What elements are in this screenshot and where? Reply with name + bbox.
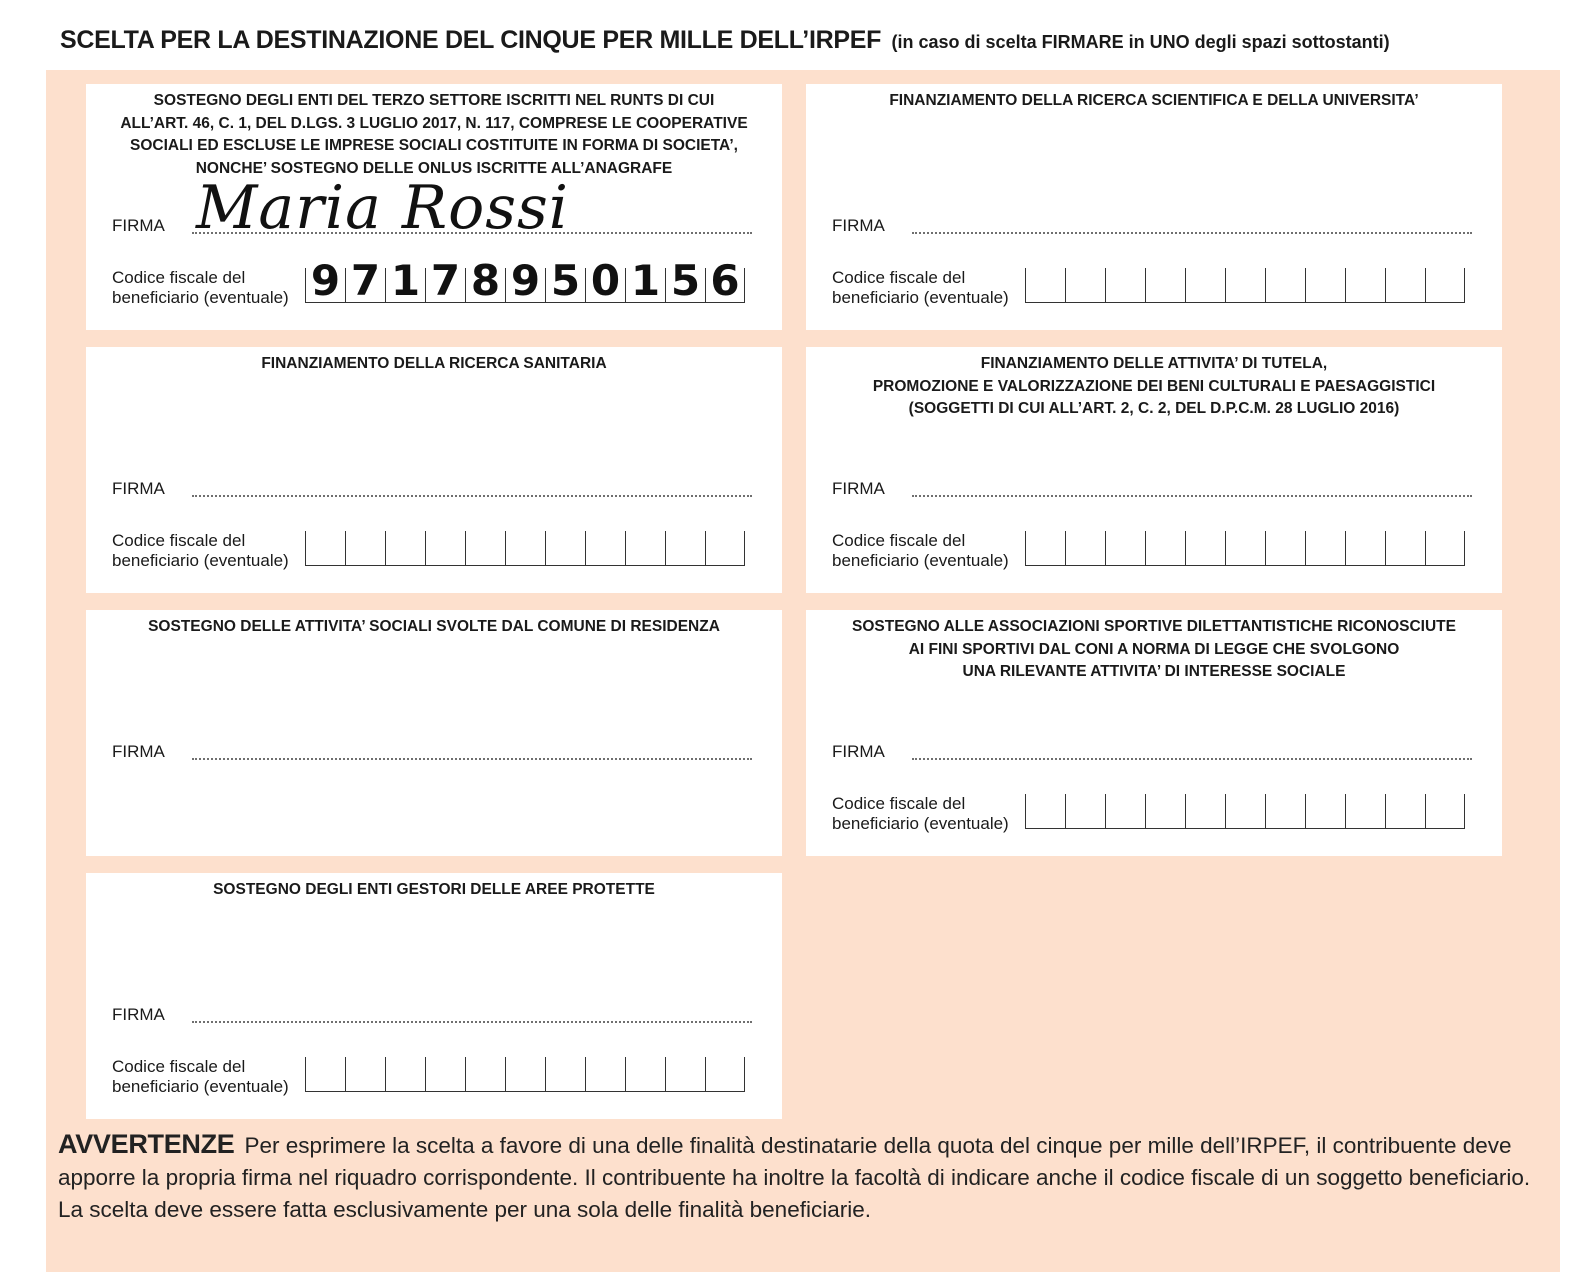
signature-label: FIRMA xyxy=(112,742,165,761)
signature-label: FIRMA xyxy=(112,479,165,498)
tax-code-label-line: beneficiario (eventuale) xyxy=(832,288,1009,307)
choice-box xyxy=(806,347,1502,593)
tax-code-field xyxy=(832,792,1492,838)
tax-code-digit-cell[interactable] xyxy=(1145,794,1185,828)
box-title-line: SOCIALI ED ESCLUSE LE IMPRESE SOCIALI COSTITUITE IN FORMA DI SOCIETA’, xyxy=(130,137,738,154)
tax-code-label-line: Codice fiscale del xyxy=(112,268,246,287)
tax-code-digit-cell[interactable] xyxy=(705,531,745,565)
choice-box xyxy=(806,84,1502,330)
tax-code-digit-cell[interactable] xyxy=(425,531,465,565)
box-title-line: SOSTEGNO ALLE ASSOCIAZIONI SPORTIVE DILETTANTISTICHE RICONOSCIUTE xyxy=(852,618,1456,635)
box-title-line: FINANZIAMENTO DELLA RICERCA SCIENTIFICA E DELLA UNIVERSITA’ xyxy=(889,92,1419,109)
tax-code-digit-cell[interactable] xyxy=(505,1057,545,1091)
tax-code-digit-cell[interactable] xyxy=(1305,268,1345,302)
signature-field[interactable] xyxy=(112,469,772,499)
tax-code-digit-cell[interactable] xyxy=(1185,794,1225,828)
tax-code-digit-cell[interactable] xyxy=(1025,794,1065,828)
tax-code-field xyxy=(832,266,1492,312)
tax-code-label-line: beneficiario (eventuale) xyxy=(112,551,289,570)
box-title-line: UNA RILEVANTE ATTIVITA’ DI INTERESSE SOCIALE xyxy=(962,663,1346,680)
box-title xyxy=(86,616,782,639)
signature-field[interactable] xyxy=(832,206,1492,236)
tax-code-cells xyxy=(1025,794,1465,829)
tax-code-digit-cell[interactable] xyxy=(465,1057,505,1091)
tax-code-digit-cell[interactable] xyxy=(305,1057,345,1091)
warning-heading: AVVERTENZE xyxy=(58,1129,235,1159)
tax-code-label xyxy=(832,531,1009,571)
signature-field[interactable] xyxy=(832,469,1492,499)
tax-code-digit-cell[interactable] xyxy=(345,531,385,565)
tax-code-digit-cell[interactable] xyxy=(1265,794,1305,828)
signature-label: FIRMA xyxy=(832,216,885,235)
tax-code-digit-cell[interactable] xyxy=(1025,268,1065,302)
tax-code-digit-cell[interactable] xyxy=(1105,531,1145,565)
signature-field[interactable] xyxy=(112,173,772,243)
signature-field[interactable] xyxy=(112,995,772,1025)
tax-code-digit-cell[interactable] xyxy=(1385,531,1425,565)
tax-code-digit-cell[interactable]: 1 xyxy=(625,268,665,302)
tax-code-label-line: Codice fiscale del xyxy=(112,531,246,550)
tax-code-digit-cell[interactable]: 1 xyxy=(385,268,425,302)
tax-code-digit-cell[interactable] xyxy=(1225,268,1265,302)
tax-code-cells xyxy=(1025,531,1465,566)
choice-box xyxy=(86,873,782,1119)
tax-code-digit-cell[interactable] xyxy=(345,1057,385,1091)
tax-code-digit-cell[interactable]: 9 xyxy=(305,268,345,302)
tax-code-digit-cell[interactable] xyxy=(545,1057,585,1091)
tax-code-digit-cell[interactable] xyxy=(505,531,545,565)
tax-code-digit-cell[interactable] xyxy=(1345,794,1385,828)
tax-code-digit-cell[interactable]: 7 xyxy=(425,268,465,302)
tax-code-label-line: Codice fiscale del xyxy=(832,268,966,287)
signature-line xyxy=(192,757,752,760)
tax-code-digit-cell[interactable] xyxy=(1345,268,1385,302)
box-title-line: AI FINI SPORTIVI DAL CONI A NORMA DI LEGGE CHE SVOLGONO xyxy=(908,640,1400,658)
tax-code-digit-cell[interactable] xyxy=(1065,794,1105,828)
tax-code-label-line: beneficiario (eventuale) xyxy=(832,551,1009,570)
page-title xyxy=(60,26,1560,55)
tax-code-label-line: Codice fiscale del xyxy=(832,531,966,550)
box-title-line: SOSTEGNO DEGLI ENTI DEL TERZO SETTORE ISCRITTI NEL RUNTS DI CUI xyxy=(153,92,715,109)
tax-code-digit-cell[interactable] xyxy=(1145,268,1185,302)
tax-code-digit-cell[interactable] xyxy=(1145,531,1185,565)
tax-code-digit-cell[interactable] xyxy=(665,1057,705,1091)
box-title xyxy=(806,616,1502,684)
tax-code-digit-cell[interactable] xyxy=(585,1057,625,1091)
tax-code-digit-cell[interactable]: 5 xyxy=(545,268,585,302)
box-title-line: ALL’ART. 46, C. 1, DEL D.LGS. 3 LUGLIO 2017, N. 117, COMPRESE LE COOPERATIVE xyxy=(120,114,748,132)
tax-code-digit-cell[interactable] xyxy=(1065,268,1105,302)
tax-code-label xyxy=(112,531,289,571)
tax-code-field xyxy=(112,529,772,575)
tax-code-digit-cell[interactable] xyxy=(1105,794,1145,828)
tax-code-cells xyxy=(305,531,745,566)
tax-code-digit-cell[interactable] xyxy=(1225,531,1265,565)
tax-code-digit-cell[interactable] xyxy=(425,1057,465,1091)
signature-field[interactable] xyxy=(112,732,772,762)
tax-code-digit-cell[interactable] xyxy=(1305,794,1345,828)
box-title-line: FINANZIAMENTO DELLA RICERCA SANITARIA xyxy=(261,355,607,372)
box-title xyxy=(806,90,1502,113)
box-title-line: (SOGGETTI DI CUI ALL’ART. 2, C. 2, DEL D.P.C.M. 28 LUGLIO 2016) xyxy=(908,400,1400,417)
tax-code-digit-cell[interactable] xyxy=(1425,268,1465,302)
choice-box xyxy=(86,610,782,856)
choice-box xyxy=(86,84,782,330)
tax-code-digit-cell[interactable] xyxy=(585,531,625,565)
signature-label: FIRMA xyxy=(832,742,885,761)
tax-code-label xyxy=(112,1057,289,1097)
tax-code-cells xyxy=(305,1057,745,1092)
tax-code-digit-cell[interactable] xyxy=(385,531,425,565)
tax-code-digit-cell[interactable]: 7 xyxy=(345,268,385,302)
signature-line xyxy=(912,231,1472,234)
warning-section xyxy=(58,1128,1548,1226)
tax-code-digit-cell[interactable] xyxy=(625,1057,665,1091)
choice-box xyxy=(806,610,1502,856)
tax-code-digit-cell[interactable]: 8 xyxy=(465,268,505,302)
tax-code-digit-cell[interactable] xyxy=(1265,531,1305,565)
tax-code-digit-cell[interactable]: 6 xyxy=(705,268,745,302)
tax-code-digit-cell[interactable] xyxy=(465,531,505,565)
box-title xyxy=(806,353,1502,421)
box-title xyxy=(86,90,782,180)
choice-box xyxy=(86,347,782,593)
signature-line xyxy=(192,494,752,497)
tax-code-field xyxy=(112,1055,772,1101)
tax-code-digit-cell[interactable] xyxy=(305,531,345,565)
tax-code-digit-cell[interactable] xyxy=(1425,794,1465,828)
box-title-line: NONCHE’ SOSTEGNO DELLE ONLUS ISCRITTE ALL’ANAGRAFE xyxy=(195,159,673,177)
warning-text: Per esprimere la scelta a favore di una delle finalità destinatarie della quota del cinque per mille dell’IRPEF, il contribuente deve apporre la propria firma nel riquadro corrispondente. Il contribuente ha inoltre la facoltà di indicare anche il codice fiscale di un soggetto beneficiario. La scelta deve essere fatta esclusivamente per una sola delle finalità beneficiarie. xyxy=(58,1133,1531,1222)
form-title: SCELTA PER LA DESTINAZIONE DEL CINQUE PER MILLE DELL’IRPEF xyxy=(60,26,882,54)
signature-line xyxy=(192,1020,752,1023)
box-title-line: SOSTEGNO DELLE ATTIVITA’ SOCIALI SVOLTE DAL COMUNE DI RESIDENZA xyxy=(148,618,720,635)
tax-code-cells xyxy=(1025,268,1465,303)
tax-code-label xyxy=(832,268,1009,308)
tax-code-digit-cell[interactable] xyxy=(1265,268,1305,302)
tax-code-digit-cell[interactable] xyxy=(1385,794,1425,828)
tax-code-digit-cell[interactable] xyxy=(545,531,585,565)
tax-code-digit-cell[interactable] xyxy=(1425,531,1465,565)
handwritten-signature: Maria Rossi xyxy=(196,173,569,243)
tax-code-label-line: Codice fiscale del xyxy=(112,1057,246,1076)
box-title xyxy=(86,879,782,902)
tax-code-digit-cell[interactable] xyxy=(1185,268,1225,302)
signature-label: FIRMA xyxy=(112,216,165,235)
form-title-note: (in caso di scelta FIRMARE in UNO degli spazi sottostanti) xyxy=(891,32,1390,52)
tax-code-digit-cell[interactable] xyxy=(1025,531,1065,565)
signature-line xyxy=(912,757,1472,760)
tax-code-digit-cell[interactable] xyxy=(1105,268,1145,302)
tax-code-digit-cell[interactable]: 0 xyxy=(585,268,625,302)
signature-label: FIRMA xyxy=(112,1005,165,1024)
tax-code-label-line: Codice fiscale del xyxy=(832,794,966,813)
signature-line xyxy=(912,494,1472,497)
tax-code-digit-cell[interactable] xyxy=(385,1057,425,1091)
tax-code-digit-cell[interactable] xyxy=(1345,531,1385,565)
signature-label: FIRMA xyxy=(832,479,885,498)
tax-code-digit-cell[interactable] xyxy=(1225,794,1265,828)
tax-code-cells xyxy=(305,256,745,305)
box-title xyxy=(86,353,782,376)
tax-code-digit-cell[interactable] xyxy=(1065,531,1105,565)
box-title-line: PROMOZIONE E VALORIZZAZIONE DEI BENI CULTURALI E PAESAGGISTICI xyxy=(872,377,1436,395)
tax-code-digit-cell[interactable] xyxy=(625,531,665,565)
tax-code-label-line: beneficiario (eventuale) xyxy=(112,288,289,307)
tax-code-digit-cell[interactable]: 9 xyxy=(505,268,545,302)
tax-code-digit-cell[interactable]: 5 xyxy=(665,268,705,302)
tax-code-label-line: beneficiario (eventuale) xyxy=(112,1077,289,1096)
tax-code-digit-cell[interactable] xyxy=(665,531,705,565)
signature-field[interactable] xyxy=(832,732,1492,762)
tax-code-field xyxy=(832,529,1492,575)
box-title-line: FINANZIAMENTO DELLE ATTIVITA’ DI TUTELA, xyxy=(980,355,1328,372)
tax-code-digit-cell[interactable] xyxy=(1385,268,1425,302)
tax-code-field xyxy=(112,256,772,312)
tax-code-digit-cell[interactable] xyxy=(705,1057,745,1091)
tax-code-label xyxy=(832,794,1009,834)
box-title-line: SOSTEGNO DEGLI ENTI GESTORI DELLE AREE PROTETTE xyxy=(213,881,655,898)
tax-code-label-line: beneficiario (eventuale) xyxy=(832,814,1009,833)
tax-code-label xyxy=(112,268,289,308)
tax-code-digit-cell[interactable] xyxy=(1185,531,1225,565)
tax-code-digit-cell[interactable] xyxy=(1305,531,1345,565)
